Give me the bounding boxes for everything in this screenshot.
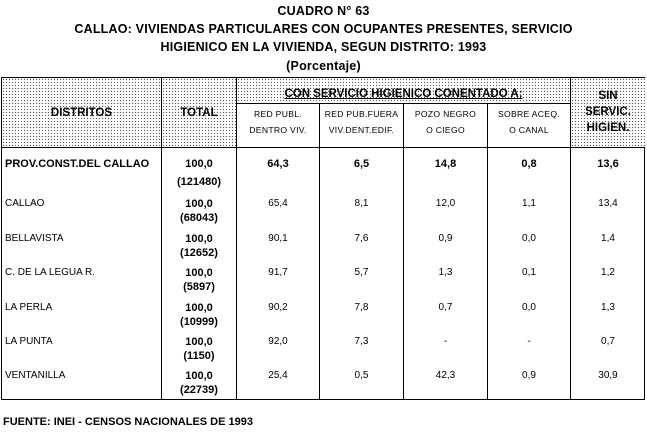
pozo-value: 0,9 [438, 233, 453, 244]
header-red-dentro: RED PUBL. DENTRO VIV. [249, 109, 307, 135]
header-total: TOTAL [180, 107, 218, 119]
total-value: 100,0 [185, 233, 213, 245]
red-dentro-value: 90,2 [268, 302, 288, 313]
pozo-value: 1,3 [438, 267, 453, 278]
total-value: 100,0 [185, 198, 213, 210]
total-value: 100,0 [185, 336, 213, 348]
red-fuera-value: 0,5 [354, 370, 369, 381]
acequia-value: 0,9 [522, 370, 536, 381]
pozo-value: - [443, 336, 448, 347]
acequia-value: 0,0 [522, 302, 536, 313]
pozo-value: 0,7 [438, 302, 453, 313]
table-title-line2: HIGIENICO EN LA VIVIENDA, SEGUN DISTRITO: 1993 [160, 40, 487, 54]
household-count: (22739) [180, 384, 218, 396]
red-dentro-value: 64,3 [267, 158, 289, 170]
header-group: CON SERVICIO HIGIENICO CONENTADO A: [284, 88, 523, 100]
sin-servicio-value: 13,6 [597, 158, 619, 170]
acequia-value: 0,8 [521, 158, 537, 170]
red-fuera-value: 7,6 [354, 233, 369, 244]
household-count: (1150) [183, 350, 215, 362]
total-value: 100,0 [185, 302, 213, 314]
red-fuera-value: 6,5 [353, 158, 370, 170]
pozo-value: 14,8 [434, 158, 457, 170]
red-fuera-value: 8,1 [354, 198, 369, 209]
table-number: CUADRO N° 63 [277, 4, 370, 18]
header-red-fuera: RED PUB.FUERA VIV.DENT.EDIF. [324, 109, 399, 135]
sin-servicio-value: 1,2 [601, 267, 615, 278]
district-name: VENTANILLA [5, 370, 66, 381]
sin-servicio-value: 30,9 [598, 370, 618, 381]
header-acequia: SOBRE ACEQ. O CANAL [497, 109, 561, 135]
header-sin: SIN SERVIC. HIGIEN. [585, 90, 631, 134]
table-title-line1: CALLAO: VIVIENDAS PARTICULARES CON OCUPANTES PRESENTES, SERVICIO [74, 22, 573, 36]
red-fuera-value: 7,8 [354, 302, 369, 313]
total-value: 100,0 [185, 158, 213, 170]
header-distritos: DISTRITOS [50, 107, 113, 119]
total-value: 100,0 [185, 267, 213, 279]
red-fuera-value: 7,3 [354, 336, 369, 347]
source-note: FUENTE: INEI - CENSOS NACIONALES DE 1993 [3, 416, 253, 428]
pozo-value: 42,3 [435, 370, 456, 381]
household-count: (68043) [180, 212, 218, 224]
sin-servicio-value: 0,7 [601, 336, 615, 347]
household-count: (12652) [180, 247, 218, 259]
district-name: PROV.CONST.DEL CALLAO [5, 158, 150, 170]
red-dentro-value: 65,4 [268, 198, 288, 209]
household-count: (121480) [176, 176, 222, 188]
red-dentro-value: 92,0 [268, 336, 288, 347]
household-count: (5897) [183, 281, 215, 293]
sin-servicio-value: 1,3 [601, 302, 615, 313]
total-value: 100,0 [185, 370, 213, 382]
district-name: BELLAVISTA [5, 233, 64, 244]
acequia-value: - [527, 336, 531, 347]
pozo-value: 12,0 [435, 198, 456, 209]
red-dentro-value: 91,7 [268, 267, 288, 278]
district-name: LA PERLA [5, 302, 53, 313]
table-subtitle: (Porcentaje) [286, 59, 361, 73]
district-name: CALLAO [5, 198, 45, 209]
red-dentro-value: 90,1 [268, 233, 288, 244]
sin-servicio-value: 1,4 [601, 233, 615, 244]
header-pozo: POZO NEGRO O CIEGO [414, 109, 477, 135]
red-fuera-value: 5,7 [354, 267, 369, 278]
sin-servicio-value: 13,4 [598, 198, 618, 209]
data-table [1, 77, 645, 400]
household-count: (10999) [180, 316, 218, 328]
red-dentro-value: 25,4 [268, 370, 288, 381]
acequia-value: 1,1 [522, 198, 536, 209]
acequia-value: 0,0 [522, 233, 536, 244]
district-name: C. DE LA LEGUA R. [5, 267, 96, 278]
district-name: LA PUNTA [5, 336, 53, 347]
acequia-value: 0,1 [522, 267, 536, 278]
